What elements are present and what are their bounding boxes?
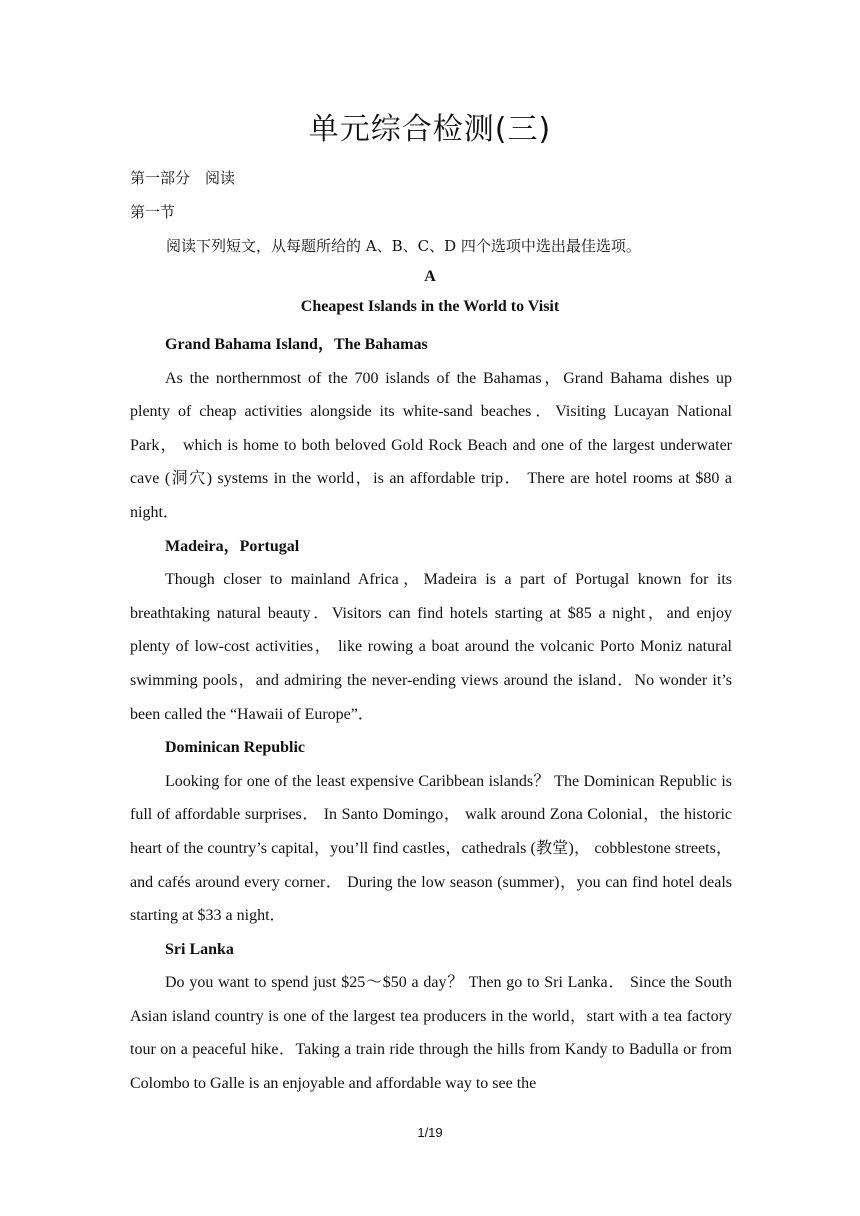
part-heading: 第一部分 阅读 [130, 169, 236, 187]
passage-body [130, 328, 732, 1101]
island-heading-grand-bahama: Grand Bahama Island，The Bahamas [165, 336, 428, 353]
passage-title: Cheapest Islands in the World to Visit [300, 298, 560, 315]
page-number: 1/19 [417, 1125, 443, 1140]
island-text-madeira: Though closer to mainland Africa，Madeira is a part of Portugal known for its breathtaking natural beauty．Visitors can find hotels starting at $85 a night，and enjoy plenty of low-cost activities， like rowing a boat around the volcanic Porto Moniz natural swimming pools，and admiring the never-ending views around the island．No wonder it’s been called the “Hawaii of Europe”． [130, 571, 732, 723]
instruction-text: 阅读下列短文，从每题所给的 A、B、C、D 四个选项中选出最佳选项。 [166, 237, 641, 255]
island-heading-dominican: Dominican Republic [165, 739, 306, 757]
passage-letter: A [424, 268, 436, 285]
island-text-dominican: Looking for one of the least expensive Caribbean islands？ The Dominican Republic is full of affordable surprises． In Santo Domingo， walk around Zona Colonial，the historic heart of the country’s capital，you’ll find castles，cathedrals (教堂)， cobblestone streets， and cafés around every corner． During the low season (summer)，you can find hotel deals starting at $33 a night． [130, 772, 732, 925]
island-heading-sri-lanka: Sri Lanka [165, 940, 234, 958]
island-heading-madeira: Madeira，Portugal [165, 537, 300, 555]
island-text-grand-bahama: As the northernmost of the 700 islands of the Bahamas，Grand Bahama dishes up plenty of cheap activities alongside its white-sand beaches．Visiting Lucayan National Park， which is home to both beloved Gold Rock Beach and one of the largest underwater cave (洞穴) systems in the world，is an affordable trip． There are hotel rooms at $80 a night． [130, 369, 732, 521]
island-text-sri-lanka: Do you want to spend just $25～$50 a day？ Then go to Sri Lanka． Since the South Asian island country is one of the largest tea producers in the world，start with a tea factory tour on a peaceful hike．Taking a train ride through the hills from Kandy to Badulla or from Colombo to Galle is an enjoyable and affordable way to see the [130, 974, 732, 1093]
page-title: 单元综合检测(三) [308, 112, 552, 147]
section-heading: 第一节 [130, 203, 176, 221]
